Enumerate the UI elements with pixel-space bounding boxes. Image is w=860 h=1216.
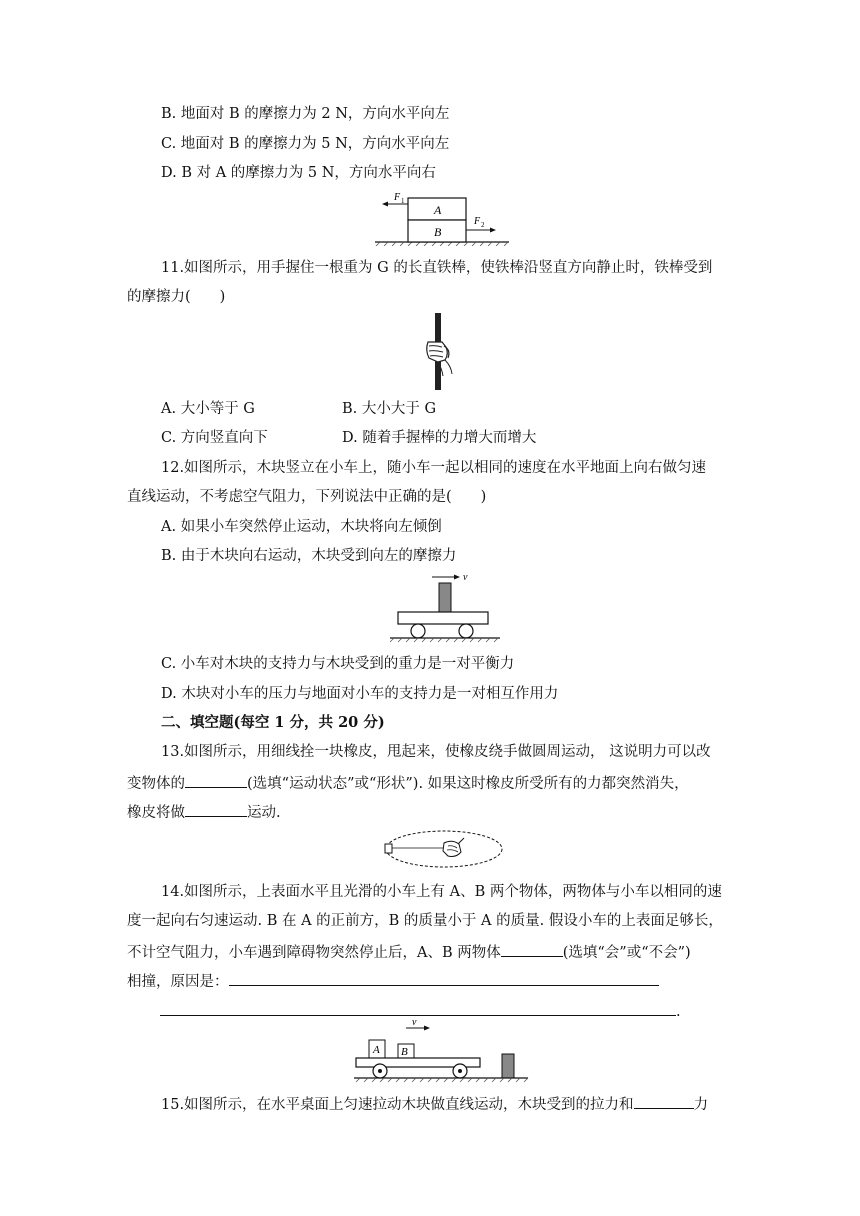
q12-option-b: B. 由于木块向右运动，木块受到向左的摩擦力 — [161, 548, 457, 564]
q14-blank-reason-1[interactable] — [229, 970, 659, 986]
q14-blank-reason-2[interactable] — [160, 1000, 676, 1016]
q15-blank-1[interactable] — [634, 1093, 694, 1109]
block-a-label-14: A — [373, 1044, 380, 1056]
q12-option-d: D. 木块对小车的压力与地面对小车的支持力是一对相互作用力 — [161, 686, 559, 702]
q13-stem-line3: 橡皮将做 运动. — [127, 801, 281, 823]
velocity-label-14: v — [412, 1020, 417, 1028]
q12-stem-line2: 直线运动，不考虑空气阻力，下列说法中正确的是( ) — [127, 489, 487, 505]
q14-stem-line4: 相撞，原因是： — [127, 970, 659, 992]
q13-circular-motion-figure — [382, 827, 506, 871]
q14-stem-line1: 14.如图所示，上表面水平且光滑的小车上有 A、B 两个物体，两物体与小车以相同的速 — [161, 884, 722, 900]
block-a-label: A — [434, 203, 442, 217]
q11-option-c: C. 方向竖直向下 — [161, 430, 268, 446]
q12-stem-line1: 12.如图所示，木块竖立在小车上，随小车一起以相同的速度在水平地面上向右做匀速 — [161, 460, 707, 476]
q12-option-c: C. 小车对木块的支持力与木块受到的重力是一对平衡力 — [161, 656, 515, 672]
q14-blank-1[interactable] — [501, 941, 563, 957]
q11-hand-rod-figure — [418, 312, 462, 392]
q11-stem-line2: 的摩擦力( ) — [127, 289, 226, 305]
force-f2-sub: 2 — [481, 221, 485, 229]
force-f2-label: F — [474, 216, 481, 227]
section-heading: 二、填空题(每空 1 分，共 20 分) — [161, 714, 385, 731]
q10-option-c: C. 地面对 B 的摩擦力为 5 N，方向水平向左 — [161, 136, 450, 152]
q13-stem-line2: 变物体的 (选填“运动状态”或“形状”). 如果这时橡皮所受所有的力都突然消失， — [127, 772, 689, 794]
q10-option-b: B. 地面对 B 的摩擦力为 2 N，方向水平向左 — [161, 106, 450, 122]
q11-option-d: D. 随着手握棒的力增大而增大 — [342, 430, 537, 446]
q13-blank-1[interactable] — [185, 772, 247, 788]
q14-cart-figure — [352, 1020, 530, 1084]
q14-stem-line3: 不计空气阻力，小车遇到障碍物突然停止后，A、B 两物体 (选填“会”或“不会”) — [127, 941, 691, 963]
q15-stem-line1: 15.如图所示，在水平桌面上匀速拉动木块做直线运动，木块受到的拉力和 力 — [161, 1093, 708, 1115]
q13-blank-2[interactable] — [185, 801, 247, 817]
q11-option-b: B. 大小大于 G — [342, 401, 437, 417]
q11-stem-line1: 11.如图所示，用手握住一根重为 G 的长直铁棒，使铁棒沿竖直方向静止时，铁棒受到 — [161, 260, 713, 276]
block-b-label-14: B — [401, 1046, 408, 1058]
force-f1-sub: 1 — [401, 197, 405, 205]
q13-stem-line1: 13.如图所示，用细线拴一块橡皮，甩起来，使橡皮绕手做圆周运动， 这说明力可以改 — [161, 744, 711, 760]
q10-option-d: D. B 对 A 的摩擦力为 5 N，方向水平向右 — [161, 165, 436, 181]
q12-cart-figure — [386, 570, 504, 648]
q11-option-a: A. 大小等于 G — [161, 401, 255, 417]
q14-stem-line2: 度一起向右匀速运动. B 在 A 的正前方，B 的质量小于 A 的质量. 假设小车的上表面足够长， — [127, 913, 723, 929]
force-f1-label: F — [394, 192, 401, 203]
block-b-label: B — [434, 225, 442, 239]
velocity-label: v — [463, 572, 468, 583]
q10-blocks-figure — [372, 190, 512, 246]
q14-stem-line5: . — [160, 1000, 681, 1022]
q12-option-a: A. 如果小车突然停止运动，木块将向左倾倒 — [161, 519, 442, 535]
